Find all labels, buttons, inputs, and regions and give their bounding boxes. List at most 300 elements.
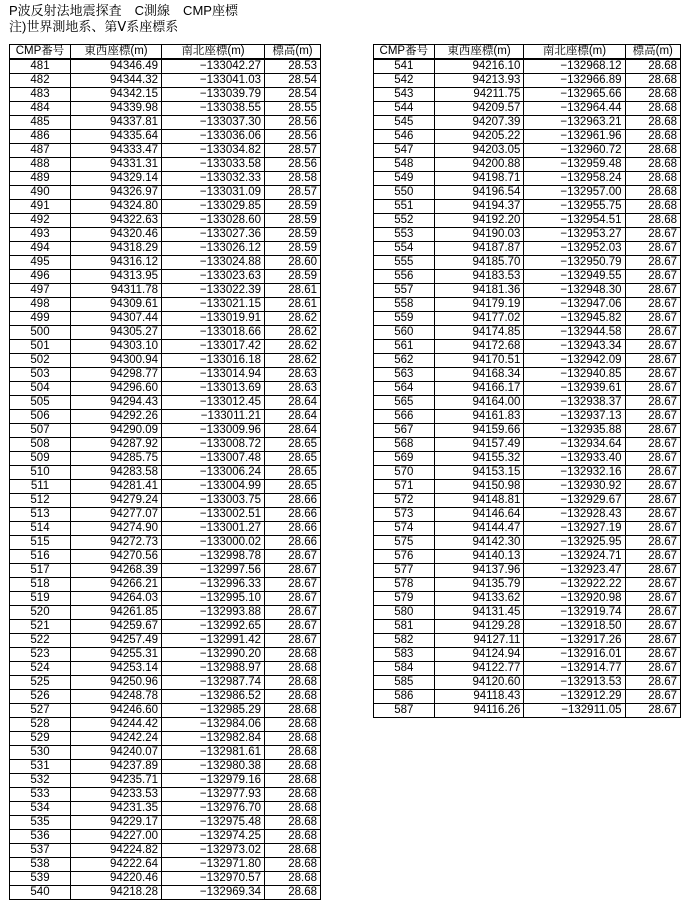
cell-north-south: −133027.36 (162, 228, 265, 242)
cell-cmp-number: 546 (374, 130, 435, 144)
cell-elevation: 28.63 (265, 382, 321, 396)
cell-north-south: −132960.72 (524, 144, 625, 158)
cell-elevation: 28.53 (265, 59, 321, 74)
table-row (374, 676, 681, 690)
cell-east-west: 94190.03 (434, 228, 524, 242)
cell-cmp-number: 566 (374, 410, 435, 424)
cell-cmp-number: 538 (10, 858, 71, 872)
cell-east-west: 94329.14 (71, 172, 162, 186)
cell-elevation: 28.67 (625, 592, 681, 606)
cell-east-west: 94307.44 (71, 312, 162, 326)
cell-north-south: −133001.27 (162, 522, 265, 536)
table-row (10, 704, 321, 718)
cell-east-west: 94122.77 (434, 662, 524, 676)
cell-east-west: 94144.47 (434, 522, 524, 536)
cell-elevation: 28.64 (265, 424, 321, 438)
cell-east-west: 94213.93 (434, 74, 524, 88)
cell-north-south: −132982.84 (162, 732, 265, 746)
document-title: P波反射法地震探査 C測線 CMP座標 (9, 3, 238, 18)
cell-east-west: 94161.83 (434, 410, 524, 424)
cell-east-west: 94174.85 (434, 326, 524, 340)
table-row (374, 214, 681, 228)
table-row (10, 116, 321, 130)
cell-east-west: 94116.26 (434, 704, 524, 718)
table-row (10, 774, 321, 788)
header-north-south: 南北座標(m) (162, 45, 265, 60)
table-row (374, 564, 681, 578)
cell-east-west: 94274.90 (71, 522, 162, 536)
cell-north-south: −133004.99 (162, 480, 265, 494)
cell-cmp-number: 579 (374, 592, 435, 606)
cell-north-south: −132914.77 (524, 662, 625, 676)
cell-cmp-number: 511 (10, 480, 71, 494)
cell-elevation: 28.67 (625, 522, 681, 536)
cell-elevation: 28.68 (265, 774, 321, 788)
cell-east-west: 94200.88 (434, 158, 524, 172)
table-row (10, 662, 321, 676)
cell-north-south: −132952.03 (524, 242, 625, 256)
table-row (10, 424, 321, 438)
cell-north-south: −132965.66 (524, 88, 625, 102)
cell-elevation: 28.68 (265, 732, 321, 746)
table-row (10, 340, 321, 354)
cell-east-west: 94253.14 (71, 662, 162, 676)
cell-east-west: 94244.42 (71, 718, 162, 732)
cell-east-west: 94324.80 (71, 200, 162, 214)
cell-elevation: 28.68 (265, 648, 321, 662)
cell-cmp-number: 537 (10, 844, 71, 858)
cell-east-west: 94300.94 (71, 354, 162, 368)
table-row (374, 270, 681, 284)
cell-elevation: 28.68 (625, 144, 681, 158)
table-row (374, 382, 681, 396)
cell-east-west: 94313.95 (71, 270, 162, 284)
table-row (374, 690, 681, 704)
cell-east-west: 94218.28 (71, 886, 162, 900)
table-row (374, 298, 681, 312)
cell-north-south: −132919.74 (524, 606, 625, 620)
header-cmp-number: CMP番号 (10, 45, 71, 60)
cell-east-west: 94164.00 (434, 396, 524, 410)
cell-east-west: 94231.35 (71, 802, 162, 816)
table-row (10, 452, 321, 466)
cell-north-south: −132934.64 (524, 438, 625, 452)
cell-elevation: 28.65 (265, 438, 321, 452)
cell-cmp-number: 502 (10, 354, 71, 368)
header-elevation: 標高(m) (265, 45, 321, 60)
cell-cmp-number: 532 (10, 774, 71, 788)
cell-elevation: 28.68 (265, 760, 321, 774)
cell-north-south: −132973.02 (162, 844, 265, 858)
cell-north-south: −132987.74 (162, 676, 265, 690)
cell-cmp-number: 540 (10, 886, 71, 900)
table-row (10, 592, 321, 606)
cell-elevation: 28.67 (625, 564, 681, 578)
cell-cmp-number: 572 (374, 494, 435, 508)
cell-cmp-number: 563 (374, 368, 435, 382)
cell-cmp-number: 542 (374, 74, 435, 88)
table-row (10, 564, 321, 578)
cell-north-south: −133032.33 (162, 172, 265, 186)
table-row (10, 158, 321, 172)
cell-east-west: 94326.97 (71, 186, 162, 200)
cell-east-west: 94318.29 (71, 242, 162, 256)
cell-north-south: −132985.29 (162, 704, 265, 718)
cmp-table-left (9, 44, 321, 900)
cell-cmp-number: 496 (10, 270, 71, 284)
cell-elevation: 28.62 (265, 326, 321, 340)
cell-elevation: 28.64 (265, 396, 321, 410)
cell-cmp-number: 584 (374, 662, 435, 676)
cell-cmp-number: 554 (374, 242, 435, 256)
cell-north-south: −132928.43 (524, 508, 625, 522)
cell-east-west: 94157.49 (434, 438, 524, 452)
cell-east-west: 94337.81 (71, 116, 162, 130)
cell-elevation: 28.68 (625, 59, 681, 74)
table-row (10, 59, 321, 74)
cell-elevation: 28.67 (265, 620, 321, 634)
cell-north-south: −132923.47 (524, 564, 625, 578)
table-row (374, 340, 681, 354)
cell-cmp-number: 574 (374, 522, 435, 536)
cell-north-south: −132974.25 (162, 830, 265, 844)
cell-elevation: 28.68 (265, 788, 321, 802)
cell-cmp-number: 504 (10, 382, 71, 396)
cell-north-south: −132942.09 (524, 354, 625, 368)
table-row (10, 172, 321, 186)
cell-north-south: −132917.26 (524, 634, 625, 648)
cell-east-west: 94153.15 (434, 466, 524, 480)
cell-north-south: −133008.72 (162, 438, 265, 452)
cell-north-south: −133041.03 (162, 74, 265, 88)
cell-cmp-number: 557 (374, 284, 435, 298)
table-row (10, 270, 321, 284)
cell-elevation: 28.68 (265, 746, 321, 760)
table-row (374, 172, 681, 186)
cell-elevation: 28.68 (265, 802, 321, 816)
cell-elevation: 28.67 (625, 396, 681, 410)
cell-elevation: 28.67 (625, 228, 681, 242)
cell-north-south: −132949.55 (524, 270, 625, 284)
cell-elevation: 28.67 (625, 424, 681, 438)
cell-elevation: 28.60 (265, 256, 321, 270)
table-row (374, 620, 681, 634)
table-row (374, 284, 681, 298)
cell-elevation: 28.63 (265, 368, 321, 382)
table-row (374, 648, 681, 662)
cell-east-west: 94168.34 (434, 368, 524, 382)
cell-cmp-number: 493 (10, 228, 71, 242)
cell-north-south: −133002.51 (162, 508, 265, 522)
cell-east-west: 94177.02 (434, 312, 524, 326)
table-row (10, 858, 321, 872)
cell-east-west: 94335.64 (71, 130, 162, 144)
cell-north-south: −132959.48 (524, 158, 625, 172)
cell-cmp-number: 509 (10, 452, 71, 466)
cell-east-west: 94166.17 (434, 382, 524, 396)
cell-cmp-number: 543 (374, 88, 435, 102)
cell-cmp-number: 577 (374, 564, 435, 578)
cell-cmp-number: 586 (374, 690, 435, 704)
cmp-table-right (373, 44, 681, 718)
table-row (10, 816, 321, 830)
cell-east-west: 94339.98 (71, 102, 162, 116)
cell-east-west: 94181.36 (434, 284, 524, 298)
cell-cmp-number: 561 (374, 340, 435, 354)
table-row (10, 844, 321, 858)
cell-elevation: 28.67 (625, 270, 681, 284)
table-row (10, 550, 321, 564)
cell-north-south: −132992.65 (162, 620, 265, 634)
cell-east-west: 94305.27 (71, 326, 162, 340)
cell-cmp-number: 528 (10, 718, 71, 732)
table-row (374, 662, 681, 676)
cell-elevation: 28.61 (265, 284, 321, 298)
cell-cmp-number: 500 (10, 326, 71, 340)
cell-east-west: 94146.64 (434, 508, 524, 522)
table-row (374, 704, 681, 718)
cell-cmp-number: 550 (374, 186, 435, 200)
cell-cmp-number: 556 (374, 270, 435, 284)
cell-cmp-number: 488 (10, 158, 71, 172)
cell-north-south: −132925.95 (524, 536, 625, 550)
table-row (10, 228, 321, 242)
table-row (10, 830, 321, 844)
cell-north-south: −133013.69 (162, 382, 265, 396)
cell-cmp-number: 497 (10, 284, 71, 298)
table-row (10, 466, 321, 480)
cell-east-west: 94183.53 (434, 270, 524, 284)
cell-north-south: −132932.16 (524, 466, 625, 480)
cell-north-south: −132957.00 (524, 186, 625, 200)
table-row (10, 522, 321, 536)
cell-east-west: 94255.31 (71, 648, 162, 662)
cell-elevation: 28.66 (265, 508, 321, 522)
cell-elevation: 28.67 (625, 284, 681, 298)
cell-north-south: −132929.67 (524, 494, 625, 508)
cell-cmp-number: 483 (10, 88, 71, 102)
cell-north-south: −132945.82 (524, 312, 625, 326)
cell-elevation: 28.68 (265, 690, 321, 704)
table-row (374, 480, 681, 494)
table-row (374, 494, 681, 508)
cell-east-west: 94266.21 (71, 578, 162, 592)
cell-elevation: 28.67 (625, 690, 681, 704)
cell-east-west: 94281.41 (71, 480, 162, 494)
cell-east-west: 94185.70 (434, 256, 524, 270)
cell-cmp-number: 553 (374, 228, 435, 242)
cell-elevation: 28.67 (625, 550, 681, 564)
cell-elevation: 28.68 (625, 74, 681, 88)
cell-cmp-number: 498 (10, 298, 71, 312)
cell-east-west: 94294.43 (71, 396, 162, 410)
cell-east-west: 94127.11 (434, 634, 524, 648)
table-row (10, 760, 321, 774)
cell-elevation: 28.68 (625, 102, 681, 116)
cell-east-west: 94290.09 (71, 424, 162, 438)
cell-elevation: 28.62 (265, 354, 321, 368)
cell-elevation: 28.58 (265, 172, 321, 186)
cell-elevation: 28.67 (625, 242, 681, 256)
table-body (10, 59, 321, 900)
cell-east-west: 94194.37 (434, 200, 524, 214)
cell-cmp-number: 524 (10, 662, 71, 676)
cell-cmp-number: 573 (374, 508, 435, 522)
cell-north-south: −132981.61 (162, 746, 265, 760)
cell-cmp-number: 534 (10, 802, 71, 816)
table-row (10, 494, 321, 508)
cell-cmp-number: 562 (374, 354, 435, 368)
cell-elevation: 28.68 (625, 172, 681, 186)
table-row (374, 592, 681, 606)
cell-cmp-number: 484 (10, 102, 71, 116)
cell-north-south: −133012.45 (162, 396, 265, 410)
cell-elevation: 28.68 (265, 830, 321, 844)
cell-east-west: 94142.30 (434, 536, 524, 550)
cell-elevation: 28.68 (625, 186, 681, 200)
cell-east-west: 94129.28 (434, 620, 524, 634)
cell-east-west: 94227.00 (71, 830, 162, 844)
table-row (10, 718, 321, 732)
cell-elevation: 28.68 (265, 844, 321, 858)
cell-cmp-number: 481 (10, 59, 71, 74)
cell-elevation: 28.68 (265, 872, 321, 886)
cell-elevation: 28.62 (265, 340, 321, 354)
cell-elevation: 28.56 (265, 130, 321, 144)
cell-elevation: 28.67 (625, 466, 681, 480)
cell-elevation: 28.54 (265, 88, 321, 102)
table-header (10, 45, 321, 60)
cell-elevation: 28.55 (265, 102, 321, 116)
cell-elevation: 28.68 (265, 858, 321, 872)
cell-east-west: 94235.71 (71, 774, 162, 788)
table-row (374, 466, 681, 480)
cell-elevation: 28.64 (265, 410, 321, 424)
cell-north-south: −133019.91 (162, 312, 265, 326)
cell-elevation: 28.59 (265, 270, 321, 284)
cell-north-south: −132935.88 (524, 424, 625, 438)
table-row (10, 312, 321, 326)
table-row (374, 452, 681, 466)
cell-north-south: −133023.63 (162, 270, 265, 284)
cell-elevation: 28.67 (265, 634, 321, 648)
cell-cmp-number: 585 (374, 676, 435, 690)
cell-north-south: −133033.58 (162, 158, 265, 172)
cell-east-west: 94222.64 (71, 858, 162, 872)
cell-east-west: 94303.10 (71, 340, 162, 354)
table-row (374, 508, 681, 522)
cell-north-south: −132933.40 (524, 452, 625, 466)
table-row (374, 228, 681, 242)
cell-cmp-number: 535 (10, 816, 71, 830)
cell-cmp-number: 555 (374, 256, 435, 270)
table-row (10, 298, 321, 312)
table-row (10, 648, 321, 662)
cell-cmp-number: 539 (10, 872, 71, 886)
cell-elevation: 28.59 (265, 214, 321, 228)
table-row (10, 606, 321, 620)
table-row (10, 368, 321, 382)
cell-elevation: 28.68 (625, 88, 681, 102)
cell-north-south: −132966.89 (524, 74, 625, 88)
cell-east-west: 94192.20 (434, 214, 524, 228)
cell-elevation: 28.67 (625, 536, 681, 550)
cell-cmp-number: 549 (374, 172, 435, 186)
cell-cmp-number: 551 (374, 200, 435, 214)
cell-elevation: 28.65 (265, 452, 321, 466)
cell-elevation: 28.67 (625, 508, 681, 522)
table-row (374, 438, 681, 452)
cell-north-south: −132976.70 (162, 802, 265, 816)
table-row (10, 886, 321, 900)
cell-east-west: 94187.87 (434, 242, 524, 256)
cell-elevation: 28.68 (625, 116, 681, 130)
cell-north-south: −133031.09 (162, 186, 265, 200)
cell-elevation: 28.68 (625, 214, 681, 228)
cell-elevation: 28.67 (625, 676, 681, 690)
cell-elevation: 28.56 (265, 116, 321, 130)
cell-elevation: 28.67 (625, 410, 681, 424)
cell-cmp-number: 544 (374, 102, 435, 116)
cell-elevation: 28.68 (625, 130, 681, 144)
table-header (374, 45, 681, 60)
cell-east-west: 94257.49 (71, 634, 162, 648)
cell-elevation: 28.67 (625, 340, 681, 354)
cell-cmp-number: 548 (374, 158, 435, 172)
cell-cmp-number: 541 (374, 59, 435, 74)
table-row (10, 410, 321, 424)
cell-elevation: 28.67 (625, 662, 681, 676)
cell-elevation: 28.67 (625, 494, 681, 508)
cell-cmp-number: 514 (10, 522, 71, 536)
cell-north-south: −132924.71 (524, 550, 625, 564)
cell-elevation: 28.59 (265, 200, 321, 214)
cell-cmp-number: 505 (10, 396, 71, 410)
cell-elevation: 28.68 (625, 200, 681, 214)
table-row (374, 396, 681, 410)
cell-east-west: 94237.89 (71, 760, 162, 774)
table-row (374, 74, 681, 88)
cell-elevation: 28.66 (265, 522, 321, 536)
cell-east-west: 94207.39 (434, 116, 524, 130)
cell-east-west: 94248.78 (71, 690, 162, 704)
table-row (374, 158, 681, 172)
table-row (10, 690, 321, 704)
table-row (374, 326, 681, 340)
cell-cmp-number: 565 (374, 396, 435, 410)
cell-cmp-number: 490 (10, 186, 71, 200)
cell-east-west: 94209.57 (434, 102, 524, 116)
cell-cmp-number: 512 (10, 494, 71, 508)
cell-cmp-number: 486 (10, 130, 71, 144)
cell-elevation: 28.67 (625, 256, 681, 270)
cell-north-south: −132940.85 (524, 368, 625, 382)
header-row (374, 45, 681, 60)
cell-north-south: −133034.82 (162, 144, 265, 158)
table-row (374, 578, 681, 592)
cell-elevation: 28.67 (625, 298, 681, 312)
cell-east-west: 94137.96 (434, 564, 524, 578)
table-row (10, 144, 321, 158)
table-row (374, 522, 681, 536)
cell-east-west: 94220.46 (71, 872, 162, 886)
table-row (10, 732, 321, 746)
cell-cmp-number: 492 (10, 214, 71, 228)
table-row (374, 102, 681, 116)
cell-cmp-number: 491 (10, 200, 71, 214)
cell-cmp-number: 560 (374, 326, 435, 340)
cell-elevation: 28.59 (265, 228, 321, 242)
